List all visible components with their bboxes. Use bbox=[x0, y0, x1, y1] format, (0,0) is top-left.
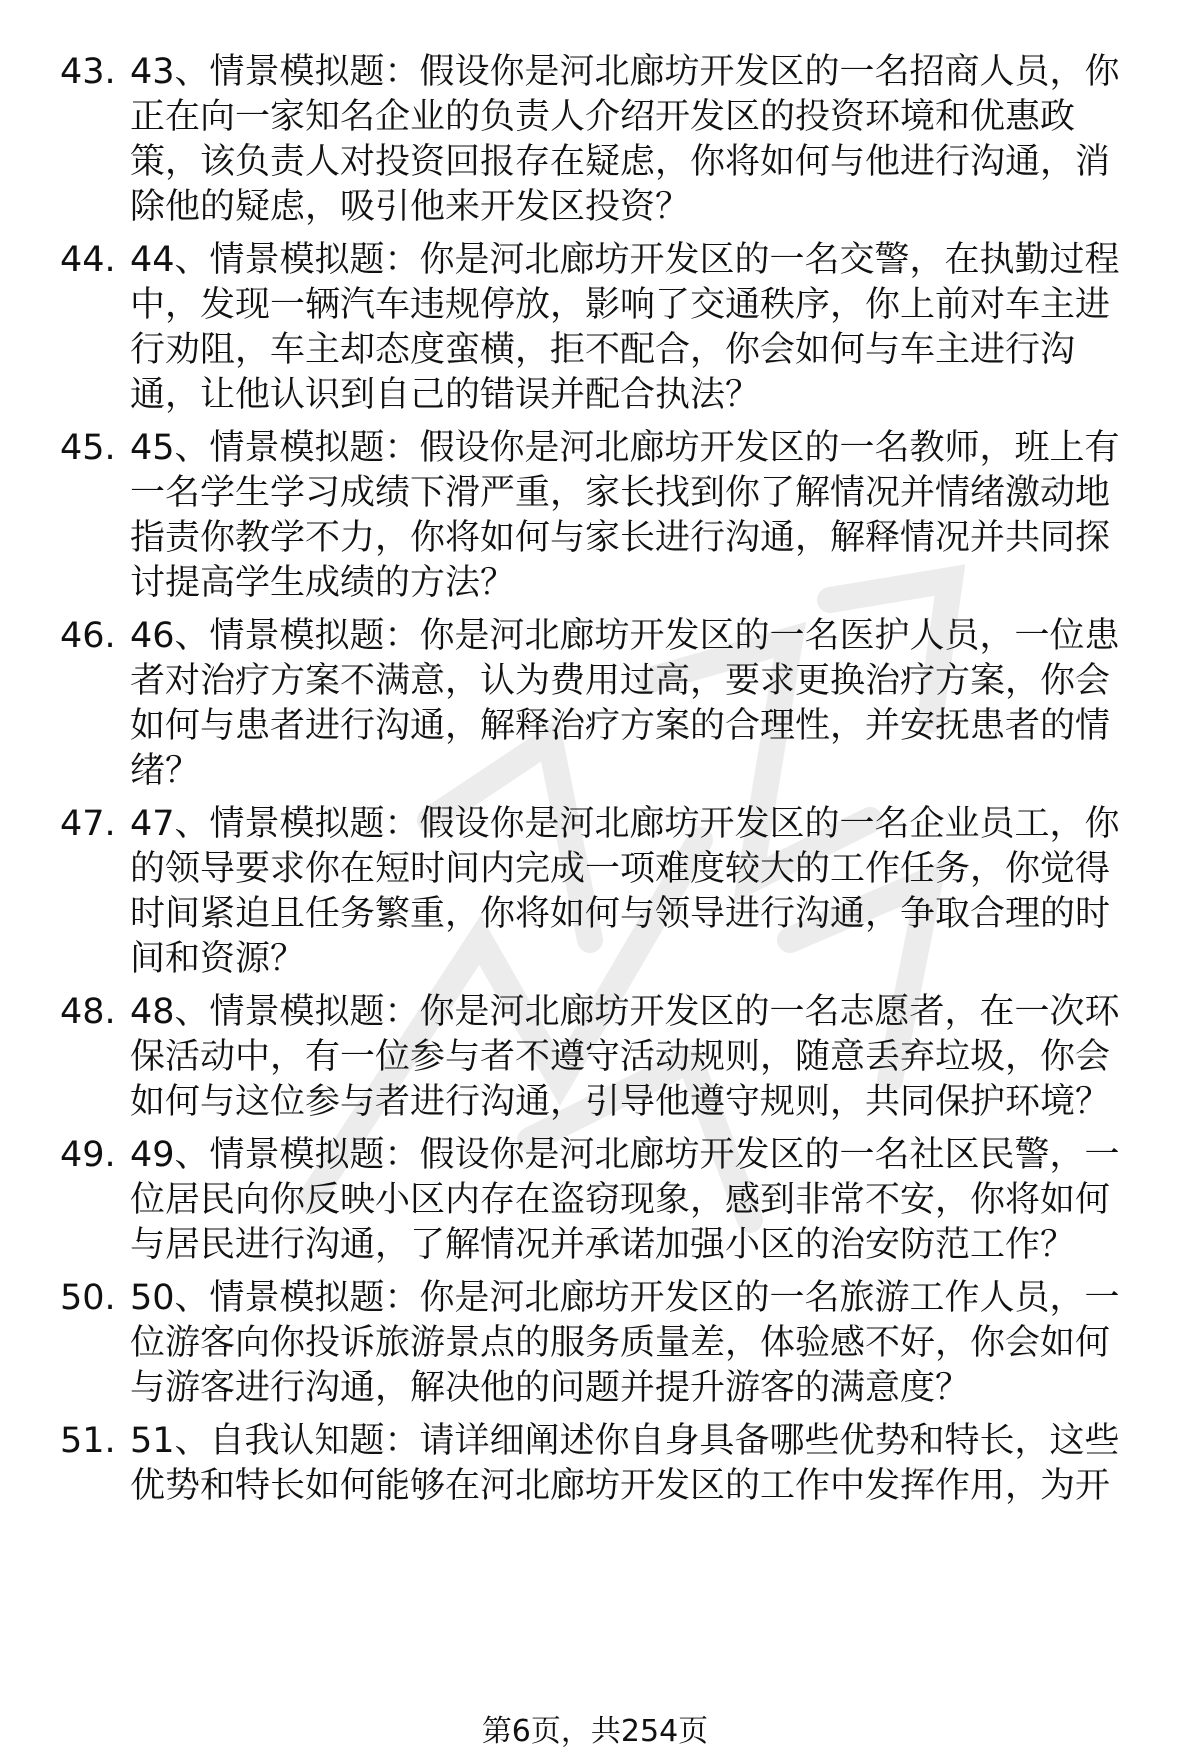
question-line: 如何与患者进行沟通，解释治疗方案的合理性，并安抚患者的情 bbox=[130, 706, 1111, 746]
question-text bbox=[130, 614, 1190, 794]
question-text bbox=[130, 50, 1190, 230]
question-line: 48、情景模拟题：你是河北廊坊开发区的一名志愿者，在一次环 bbox=[130, 992, 1120, 1032]
question-line: 位游客向你投诉旅游景点的服务质量差，体验感不好，你会如何 bbox=[130, 1323, 1111, 1363]
question-item bbox=[60, 50, 1150, 250]
question-line: 优势和特长如何能够在河北廊坊开发区的工作中发挥作用，为开 bbox=[130, 1466, 1111, 1506]
question-line: 49、情景模拟题：假设你是河北廊坊开发区的一名社区民警，一 bbox=[130, 1135, 1120, 1175]
question-line: 者对治疗方案不满意，认为费用过高，要求更换治疗方案，你会 bbox=[130, 661, 1111, 701]
question-line: 中，发现一辆汽车违规停放，影响了交通秩序，你上前对车主进 bbox=[130, 285, 1111, 325]
question-text bbox=[130, 1419, 1190, 1509]
question-line: 位居民向你反映小区内存在盗窃现象，感到非常不安，你将如何 bbox=[130, 1180, 1111, 1220]
question-number: 45. bbox=[60, 428, 116, 468]
question-number: 46. bbox=[60, 616, 116, 656]
question-number: 51. bbox=[60, 1421, 116, 1461]
question-line: 正在向一家知名企业的负责人介绍开发区的投资环境和优惠政 bbox=[130, 97, 1076, 137]
question-number: 49. bbox=[60, 1135, 116, 1175]
question-line: 一名学生学习成绩下滑严重，家长找到你了解情况并情绪激动地 bbox=[130, 473, 1111, 513]
page-footer: 第6页，共254页 bbox=[481, 1714, 709, 1749]
question-text bbox=[130, 1133, 1190, 1268]
question-number: 43. bbox=[60, 52, 116, 92]
question-line: 策，该负责人对投资回报存在疑虑，你将如何与他进行沟通，消 bbox=[130, 142, 1111, 182]
question-line: 50、情景模拟题：你是河北廊坊开发区的一名旅游工作人员，一 bbox=[130, 1278, 1120, 1318]
question-line: 绪？ bbox=[130, 751, 201, 791]
question-line: 43、情景模拟题：假设你是河北廊坊开发区的一名招商人员，你 bbox=[130, 52, 1120, 92]
question-item bbox=[60, 426, 1150, 626]
question-text bbox=[130, 802, 1190, 982]
question-number: 47. bbox=[60, 804, 116, 844]
question-line: 行劝阻，车主却态度蛮横，拒不配合，你会如何与车主进行沟 bbox=[130, 330, 1076, 370]
question-item bbox=[60, 238, 1150, 438]
question-line: 47、情景模拟题：假设你是河北廊坊开发区的一名企业员工，你 bbox=[130, 804, 1120, 844]
question-number: 50. bbox=[60, 1278, 116, 1318]
question-line: 如何与这位参与者进行沟通，引导他遵守规则，共同保护环境？ bbox=[130, 1082, 1111, 1122]
question-text bbox=[130, 238, 1190, 418]
question-text bbox=[130, 426, 1190, 606]
question-line: 45、情景模拟题：假设你是河北廊坊开发区的一名教师，班上有 bbox=[130, 428, 1120, 468]
question-line: 51、自我认知题：请详细阐述你自身具备哪些优势和特长，这些 bbox=[130, 1421, 1120, 1461]
question-line: 间和资源？ bbox=[130, 939, 306, 979]
question-line: 44、情景模拟题：你是河北廊坊开发区的一名交警，在执勤过程 bbox=[130, 240, 1120, 280]
question-line: 通，让他认识到自己的错误并配合执法？ bbox=[130, 375, 761, 415]
question-item bbox=[60, 1419, 1150, 1619]
question-number: 48. bbox=[60, 992, 116, 1032]
question-line: 保活动中，有一位参与者不遵守活动规则，随意丢弃垃圾，你会 bbox=[130, 1037, 1111, 1077]
question-line: 的领导要求你在短时间内完成一项难度较大的工作任务，你觉得 bbox=[130, 849, 1111, 889]
question-line: 与居民进行沟通，了解情况并承诺加强小区的治安防范工作？ bbox=[130, 1225, 1076, 1265]
question-line: 除他的疑虑，吸引他来开发区投资？ bbox=[130, 187, 691, 227]
question-line: 与游客进行沟通，解决他的问题并提升游客的满意度？ bbox=[130, 1368, 971, 1408]
question-item bbox=[60, 614, 1150, 814]
question-text bbox=[130, 1276, 1190, 1411]
question-line: 讨提高学生成绩的方法？ bbox=[130, 563, 516, 603]
question-number: 44. bbox=[60, 240, 116, 280]
question-line: 46、情景模拟题：你是河北廊坊开发区的一名医护人员，一位患 bbox=[130, 616, 1120, 656]
question-line: 指责你教学不力，你将如何与家长进行沟通，解释情况并共同探 bbox=[130, 518, 1111, 558]
question-line: 时间紧迫且任务繁重，你将如何与领导进行沟通，争取合理的时 bbox=[130, 894, 1111, 934]
question-text bbox=[130, 990, 1190, 1125]
question-item bbox=[60, 802, 1150, 1002]
